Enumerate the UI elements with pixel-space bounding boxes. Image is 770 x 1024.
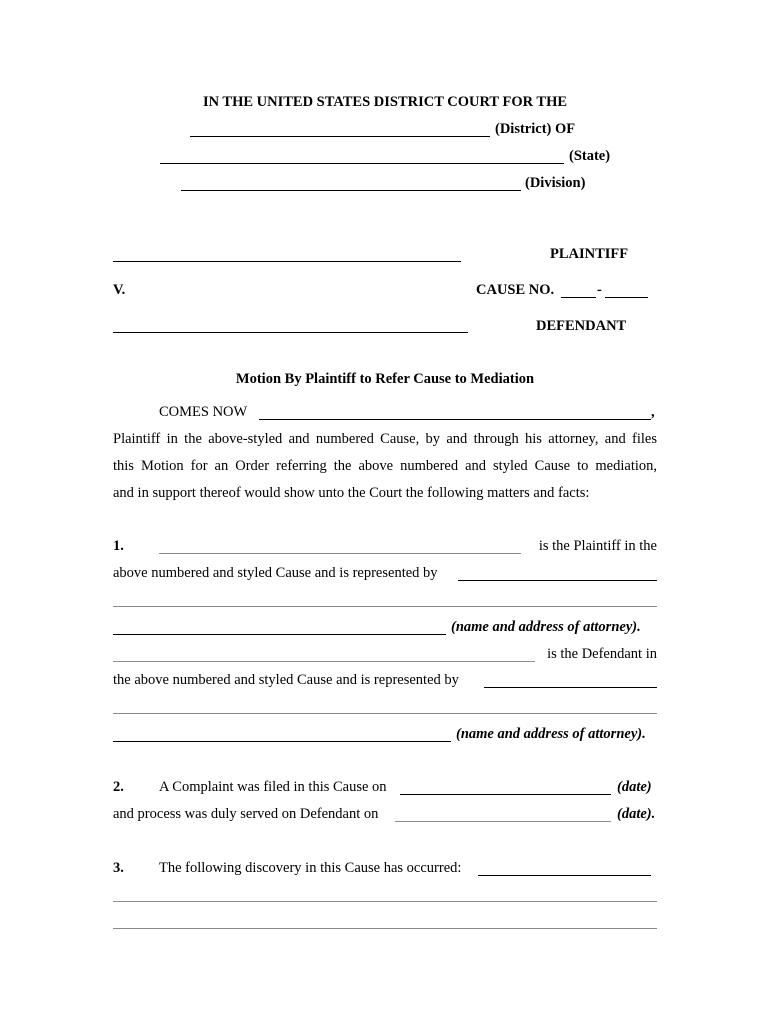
plaintiff-label: PLAINTIFF xyxy=(550,246,629,262)
complaint-filed-text: A Complaint was filed in this Cause on xyxy=(159,779,387,795)
discovery-blank-2[interactable] xyxy=(113,901,657,902)
defendant-name-blank[interactable] xyxy=(113,332,468,333)
movant-name-blank[interactable] xyxy=(259,419,651,420)
section-2-number: 2. xyxy=(113,779,124,795)
defendant-attorney-blank[interactable] xyxy=(484,687,657,688)
defendant-attorney-line-3[interactable] xyxy=(113,741,451,742)
represented-by-text-2: the above numbered and styled Cause and is represented by xyxy=(113,672,459,688)
intro-line-3: this Motion for an Order referring the above numbered and styled Cause to mediation, xyxy=(113,458,657,474)
comes-now-comma: , xyxy=(651,404,655,420)
division-blank[interactable] xyxy=(181,190,521,191)
is-plaintiff-text: is the Plaintiff in the xyxy=(538,538,657,554)
name-address-note-2: (name and address of attorney). xyxy=(456,726,646,742)
represented-by-text: above numbered and styled Cause and is represented by xyxy=(113,565,438,581)
complaint-date-blank[interactable] xyxy=(400,794,611,795)
division-label: (Division) xyxy=(525,175,586,191)
state-label: (State) xyxy=(569,148,611,164)
district-label: (District) OF xyxy=(495,121,576,137)
cause-no-separator: - xyxy=(597,282,602,298)
cause-no-blank-1[interactable] xyxy=(561,297,596,298)
date-note-2: (date). xyxy=(617,806,656,822)
discovery-blank-3[interactable] xyxy=(113,928,657,929)
is-defendant-text: is the Defendant in xyxy=(547,646,657,662)
name-address-note-1: (name and address of attorney). xyxy=(451,619,641,635)
intro-line-4: and in support thereof would show unto the Court the following matters and facts: xyxy=(113,485,590,501)
plaintiff-identity-blank[interactable] xyxy=(159,553,521,554)
plaintiff-name-blank[interactable] xyxy=(113,261,461,262)
defendant-attorney-line-2[interactable] xyxy=(113,713,657,714)
plaintiff-attorney-line-2[interactable] xyxy=(113,606,657,607)
discovery-text: The following discovery in this Cause has occurred: xyxy=(159,860,462,876)
motion-title: Motion By Plaintiff to Refer Cause to Mediation xyxy=(235,371,535,387)
date-note-1: (date) xyxy=(617,779,652,795)
court-heading: IN THE UNITED STATES DISTRICT COURT FOR THE xyxy=(202,94,568,110)
state-blank[interactable] xyxy=(160,163,564,164)
section-3-number: 3. xyxy=(113,860,124,876)
plaintiff-attorney-blank[interactable] xyxy=(458,580,657,581)
service-date-blank[interactable] xyxy=(395,821,611,822)
intro-line-2: Plaintiff in the above-styled and numbered Cause, by and through his attorney, and files xyxy=(113,431,657,447)
process-served-text: and process was duly served on Defendant on xyxy=(113,806,379,822)
defendant-label: DEFENDANT xyxy=(536,318,627,334)
plaintiff-attorney-line-3[interactable] xyxy=(113,634,446,635)
defendant-identity-blank[interactable] xyxy=(113,661,535,662)
cause-no-blank-2[interactable] xyxy=(605,297,648,298)
versus-label: V. xyxy=(113,282,126,298)
cause-no-label: CAUSE NO. xyxy=(476,282,555,298)
discovery-blank-1[interactable] xyxy=(478,875,651,876)
section-1-number: 1. xyxy=(113,538,124,554)
comes-now-text: COMES NOW xyxy=(159,404,248,420)
district-blank[interactable] xyxy=(190,136,490,137)
